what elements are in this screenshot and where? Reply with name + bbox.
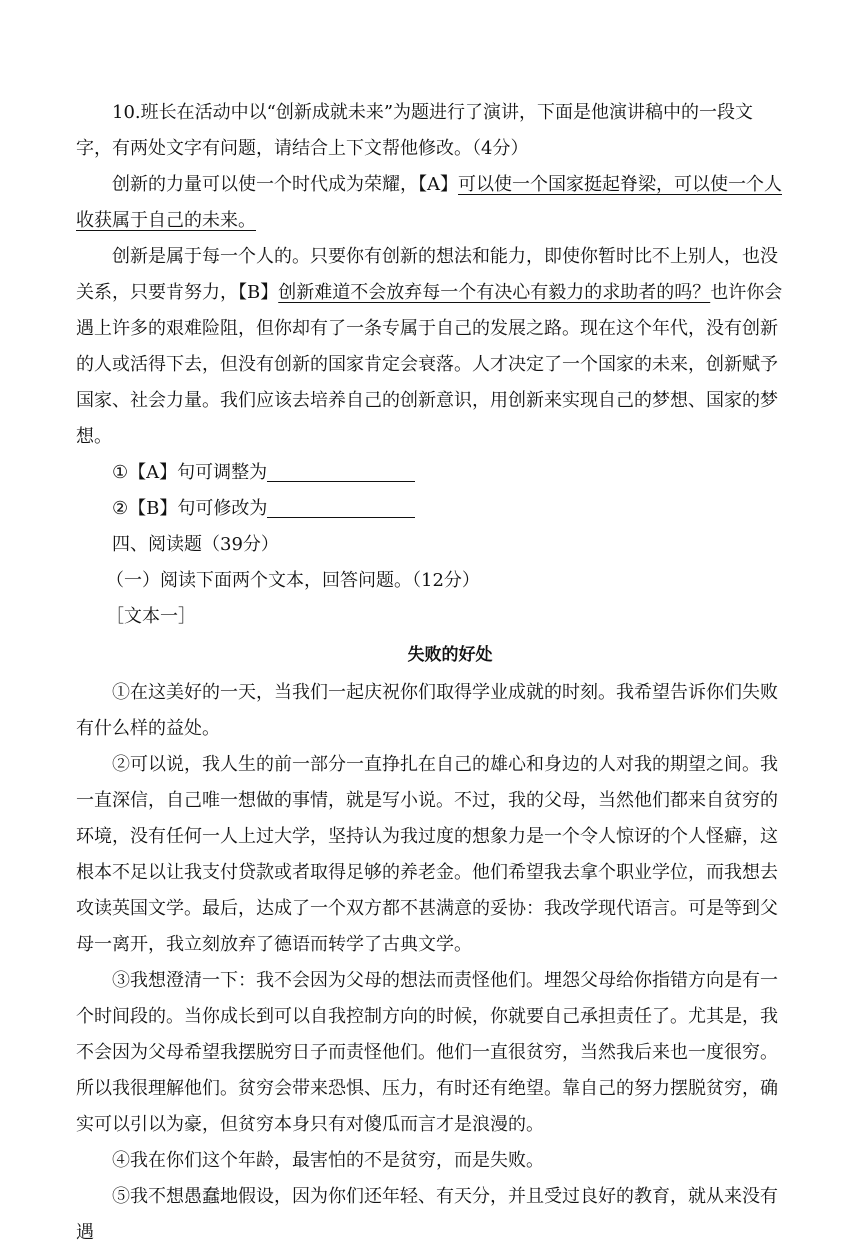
article-paragraph-4: ④我在你们这个年龄，最害怕的不是贫穷，而是失败。	[112, 1150, 544, 1171]
sentence-a-underlined: 可以使一个国家挺起脊梁，可以使一个人收获属于自己的未来。	[76, 174, 782, 231]
article-paragraph-3: ③我想澄清一下：我不会因为父母的想法而责怪他们。埋怨父母给你指错方向是有一个时间段的。当你成长到可以自我控制方向的时候，你就要自己承担责任了。尤其是，我不会因为父母希望我摆脱穷日子而责怪他们。他们一直很贫穷，当然我后来也一度很穷。所以我很理解他们。贫穷会带来恐惧、压力，有时还有绝望。靠自己的努力摆脱贫穷，确实可以引以为豪，但贫穷本身只有对傻瓜而言才是浪漫的。	[76, 970, 778, 1135]
section-4-part-1: （一）阅读下面两个文本，回答问题。（12分）	[106, 570, 480, 591]
passage-1-text: 创新的力量可以使一个时代成为荣耀，【A】	[112, 174, 458, 195]
article-title: 失败的好处	[407, 645, 493, 665]
exam-page	[76, 95, 784, 1251]
answer-a-label: ①【A】句可调整为	[112, 462, 268, 483]
passage-paragraph-1	[76, 167, 784, 239]
answer-a-blank[interactable]	[267, 480, 415, 482]
passage-2-text-before: 创新是属于每一个人的。只要你有创新的想法和能力，即使你暂时比不上别人，也没关系，只要肯努力，【B】	[76, 246, 778, 303]
passage-2-text-after: 也许你会遇上许多的艰难险阻，但你却有了一条专属于自己的发展之路。现在这个年代，没有创新的人或活得下去，但没有创新的国家肯定会衰落。人才决定了一个国家的未来，创新赋予国家、社会力量。我们应该去培养自己的创新意识，用创新来实现自己的梦想、国家的梦想。	[76, 282, 783, 447]
section-4-title: 四、阅读题（39分）	[112, 534, 279, 555]
article-paragraph-1: ①在这美好的一天，当我们一起庆祝你们取得学业成就的时刻。我希望告诉你们失败有什么样的益处。	[76, 682, 778, 739]
article-paragraph-2: ②可以说，我人生的前一部分一直挣扎在自己的雄心和身边的人对我的期望之间。我一直深信，自己唯一想做的事情，就是写小说。不过，我的父母，当然他们都来自贫穷的环境，没有任何一人上过大学，坚持认为我过度的想象力是一个令人惊讶的个人怪癖，这根本不足以让我支付贷款或者取得足够的养老金。他们希望我去拿个职业学位，而我想去攻读英国文学。最后，达成了一个双方都不甚满意的妥协：我改学现代语言。可是等到父母一离开，我立刻放弃了德语而转学了古典文学。	[76, 754, 778, 955]
passage-paragraph-2	[76, 239, 784, 455]
article-paragraph-5: ⑤我不想愚蠢地假设，因为你们还年轻、有天分，并且受过良好的教育，就从来没有遇	[76, 1186, 778, 1243]
text-one-label: ［文本一］	[106, 606, 196, 627]
answer-b-label: ②【B】句可修改为	[112, 498, 268, 519]
answer-b-blank[interactable]	[267, 516, 415, 518]
answer-b-line	[76, 491, 784, 527]
sentence-b-underlined: 创新难道不会放弃每一个有决心有毅力的求助者的吗？	[278, 282, 711, 303]
question-10-intro: 10.班长在活动中以“创新成就未来”为题进行了演讲，下面是他演讲稿中的一段文字，有两处文字有问题，请结合上下文帮他修改。（4分）	[76, 102, 754, 159]
answer-a-line	[76, 455, 784, 491]
